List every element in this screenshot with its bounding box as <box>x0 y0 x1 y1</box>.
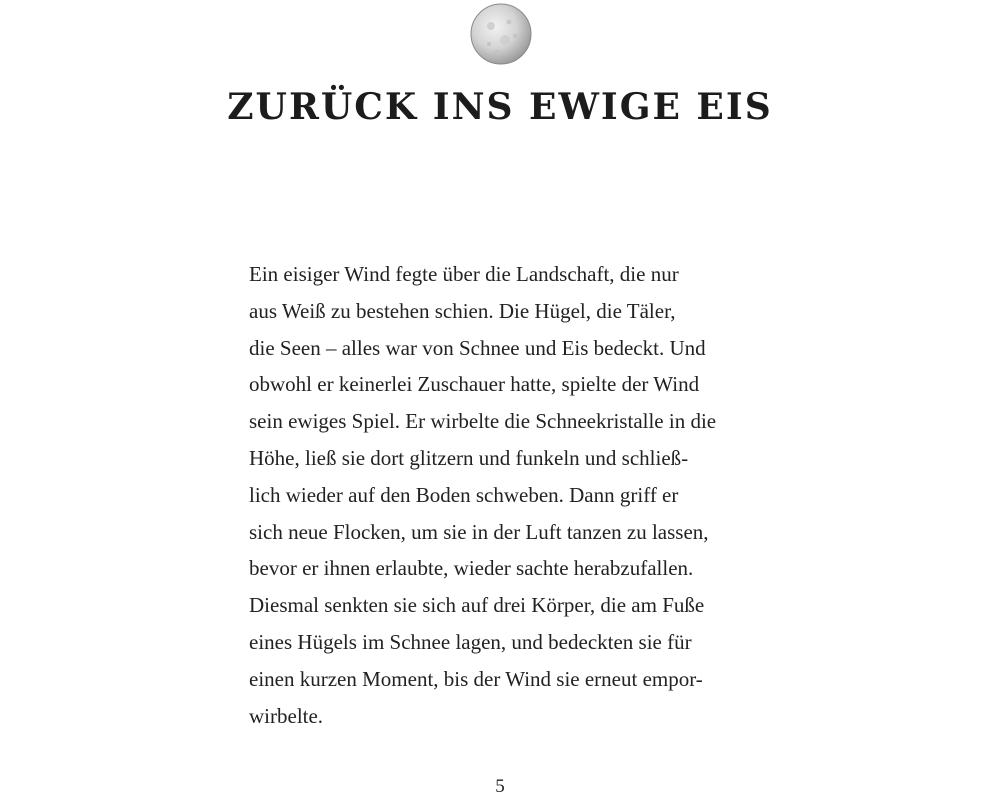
text-line: die Seen – alles war von Schnee und Eis bedeckt. Und <box>249 335 706 360</box>
text-line: bevor er ihnen erlaubte, wieder sachte herabzufallen. <box>249 556 694 581</box>
text-line: einen kurzen Moment, bis der Wind sie erneut empor- <box>249 666 703 691</box>
text-line: Diesmal senkten sie sich auf drei Körper, die am Fuße <box>249 593 705 618</box>
text-line: obwohl er keinerlei Zuschauer hatte, spielte der Wind <box>249 372 700 397</box>
chapter-title: ZURÜCK INS EWIGE EIS <box>227 86 773 128</box>
page-number: 5 <box>495 776 505 797</box>
text-line: aus Weiß zu bestehen schien. Die Hügel, die Täler, <box>249 298 676 323</box>
text-line: sein ewiges Spiel. Er wirbelte die Schneekristalle in die <box>249 409 717 434</box>
text-line: Ein eisiger Wind fegte über die Landschaft, die nur <box>249 262 679 286</box>
text-line: wirbelte. <box>249 703 324 728</box>
moon-icon <box>469 2 533 66</box>
text-line: eines Hügels im Schnee lagen, und bedeckten sie für <box>249 629 692 654</box>
text-line: Höhe, ließ sie dort glitzern und funkeln und schließ- <box>249 445 689 470</box>
text-line: sich neue Flocken, um sie in der Luft tanzen zu lassen, <box>249 519 709 544</box>
text-line: lich wieder auf den Boden schweben. Dann griff er <box>249 482 679 507</box>
body-paragraph <box>249 256 769 734</box>
